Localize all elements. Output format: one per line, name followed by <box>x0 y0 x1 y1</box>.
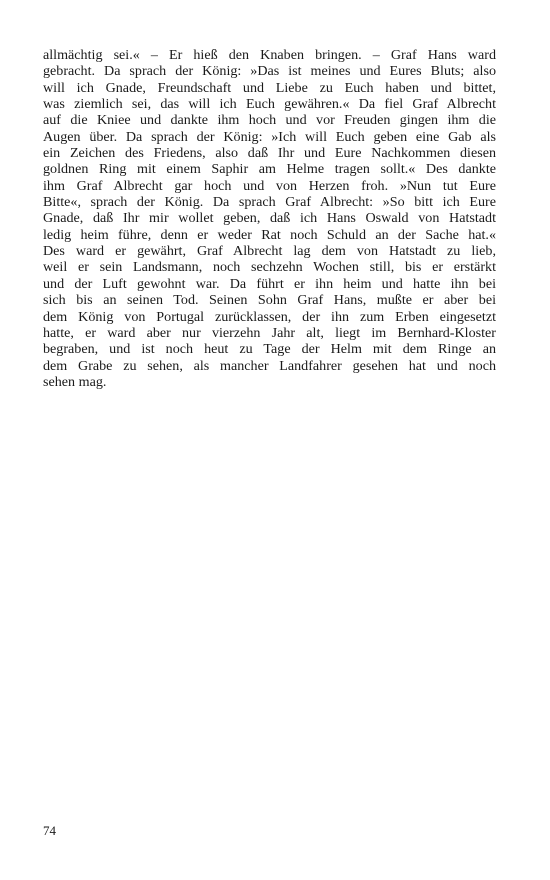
text-line: weil er sein Landsmann, noch sechzehn Wochen still, bis er erstärkt <box>43 259 496 276</box>
page-number: 74 <box>43 823 56 838</box>
text-line: ledig heim führe, denn er weder Rat noch Schuld an der Sache hat.« <box>43 226 496 243</box>
text-line: Des ward er gewährt, Graf Albrecht lag dem von Hatstadt zu lieb, <box>43 243 496 260</box>
text-line: Bitte«, sprach der König. Da sprach Graf Albrecht: »So bitt ich Eure <box>43 194 496 211</box>
text-line: allmächtig sei.« – Er hieß den Knaben bringen. – Graf Hans ward <box>43 47 496 63</box>
text-line: ihm Graf Albrecht gar hoch und von Herzen froh. »Nun tut Eure <box>43 177 496 194</box>
body-text <box>43 47 496 390</box>
text-line: hatte, er ward aber nur vierzehn Jahr alt, liegt im Bernhard-Kloster <box>43 324 496 341</box>
text-line: auf die Kniee und dankte ihm hoch und vor Freuden gingen ihm die <box>43 112 496 129</box>
text-line: Gnade, daß Ihr mir wollet geben, daß ich Hans Oswald von Hatstadt <box>43 210 496 227</box>
text-line: dem Grabe zu sehen, als mancher Landfahrer gesehen hat und noch <box>43 357 496 374</box>
text-line: begraben, und ist noch heut zu Tage der Helm mit dem Ringe an <box>43 341 496 358</box>
text-line: gebracht. Da sprach der König: »Das ist meines und Eures Bluts; also <box>43 63 496 80</box>
text-line: und der Luft gewohnt war. Da führt er ihn heim und hatte ihn bei <box>43 275 496 292</box>
text-line: goldnen Ring mit einem Saphir am Helme tragen sollt.« Des dankte <box>43 161 496 178</box>
text-line: sich bis an seinen Tod. Seinen Sohn Graf Hans, mußte er aber bei <box>43 292 496 309</box>
text-line: ein Zeichen des Friedens, also daß Ihr und Eure Nachkommen diesen <box>43 145 496 162</box>
text-line: sehen mag. <box>43 373 107 390</box>
text-line: dem König von Portugal zurücklassen, der ihn zum Erben eingesetzt <box>43 308 496 325</box>
text-line: was ziemlich sei, das will ich Euch gewähren.« Da fiel Graf Albrecht <box>43 96 496 113</box>
text-line: Augen über. Da sprach der König: »Ich will Euch geben eine Gab als <box>43 128 496 145</box>
text-line: will ich Gnade, Freundschaft und Liebe zu Euch haben und bittet, <box>43 79 496 96</box>
